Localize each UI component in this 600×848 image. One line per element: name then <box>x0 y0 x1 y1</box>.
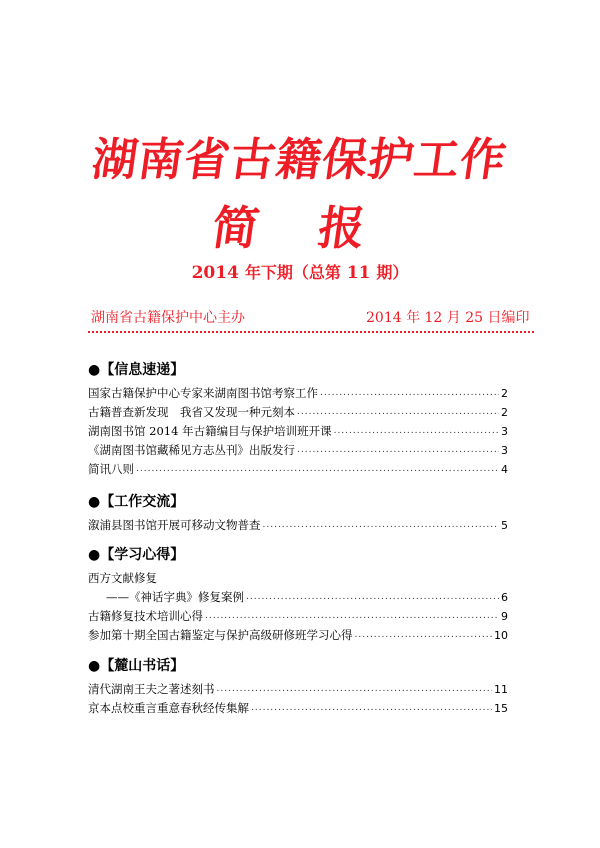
toc-entry-page: 5 <box>501 519 508 532</box>
issue-part2: 期） <box>376 263 409 282</box>
dot-leader <box>136 460 499 479</box>
dotted-divider <box>88 331 534 333</box>
toc-entry[interactable] <box>88 403 508 422</box>
toc-entry-page: 10 <box>494 629 508 642</box>
toc-entry[interactable] <box>88 699 508 718</box>
toc-section-news <box>88 360 508 479</box>
toc-entry[interactable] <box>88 588 508 607</box>
toc-entry-title: 参加第十期全国古籍鉴定与保护高级研修班学习心得 <box>88 628 353 642</box>
toc-entry-page: 2 <box>501 406 508 419</box>
issue-year: 2014 <box>191 263 239 283</box>
bulletin-subtitle: 简 报 <box>208 201 391 255</box>
toc-entry-page: 3 <box>501 425 508 438</box>
toc-entry-title: 溆浦县图书馆开展可移动文物普查 <box>88 518 261 532</box>
toc-group-title: 西方文献修复 <box>88 571 157 585</box>
toc-entry-page: 2 <box>501 387 508 400</box>
dot-leader <box>334 422 499 441</box>
dot-leader <box>205 607 499 626</box>
toc-section-learning <box>88 545 508 645</box>
issue-number: 11 <box>346 263 371 283</box>
print-date: 2014 年 12 月 25 日编印 <box>366 310 530 326</box>
toc-entry-title: 清代湖南王夫之著述刻书 <box>88 682 215 696</box>
toc-entry[interactable] <box>88 680 508 699</box>
toc-entry-title: ——《神话字典》修复案例 <box>106 590 244 604</box>
dot-leader <box>355 626 493 645</box>
section-heading: ●【工作交流】 <box>88 494 185 510</box>
issue-line <box>0 260 600 283</box>
toc-entry-title: 国家古籍保护中心专家来湖南图书馆考察工作 <box>88 386 318 400</box>
toc-entry-title: 湖南图书馆 2014 年古籍编目与保护培训班开课 <box>88 424 332 438</box>
dot-leader <box>217 680 493 699</box>
toc-entry-page: 11 <box>494 683 508 696</box>
toc-entry[interactable] <box>88 607 508 626</box>
dot-leader <box>297 403 499 422</box>
dot-leader <box>246 588 499 607</box>
dot-leader <box>297 441 499 460</box>
toc-entry[interactable] <box>88 441 508 460</box>
dot-leader <box>320 384 499 403</box>
toc-entry-title: 《湖南图书馆藏稀见方志丛刊》出版发行 <box>88 443 295 457</box>
toc-entry-title: 简讯八则 <box>88 462 134 476</box>
toc-entry[interactable] <box>88 516 508 535</box>
toc-section-lushan <box>88 656 508 718</box>
dot-leader <box>263 516 500 535</box>
toc-section-exchange <box>88 492 508 535</box>
toc-entry[interactable] <box>88 384 508 403</box>
toc-entry-page: 3 <box>501 444 508 457</box>
toc-entry-title: 京本点校重言重意春秋经传集解 <box>88 701 249 715</box>
toc-entry-page: 9 <box>501 610 508 623</box>
issue-part1: 年下期（总第 <box>244 263 341 282</box>
section-heading: ●【学习心得】 <box>88 547 185 563</box>
toc-entry-title: 古籍普查新发现 我省又发现一种元刻本 <box>88 405 295 419</box>
section-heading: ●【麓山书话】 <box>88 658 185 674</box>
bulletin-title: 湖南省古籍保护工作 <box>88 133 511 186</box>
toc-entry[interactable] <box>88 422 508 441</box>
dot-leader <box>251 699 492 718</box>
toc-entry-page: 15 <box>494 702 508 715</box>
toc-entry-page: 4 <box>501 463 508 476</box>
toc-entry[interactable] <box>88 626 508 645</box>
organizer: 湖南省古籍保护中心主办 <box>91 310 245 326</box>
toc-entry-page: 6 <box>501 591 508 604</box>
toc-entry[interactable] <box>88 460 508 479</box>
toc-entry-title: 古籍修复技术培训心得 <box>88 609 203 623</box>
section-heading: ●【信息速递】 <box>88 362 185 378</box>
